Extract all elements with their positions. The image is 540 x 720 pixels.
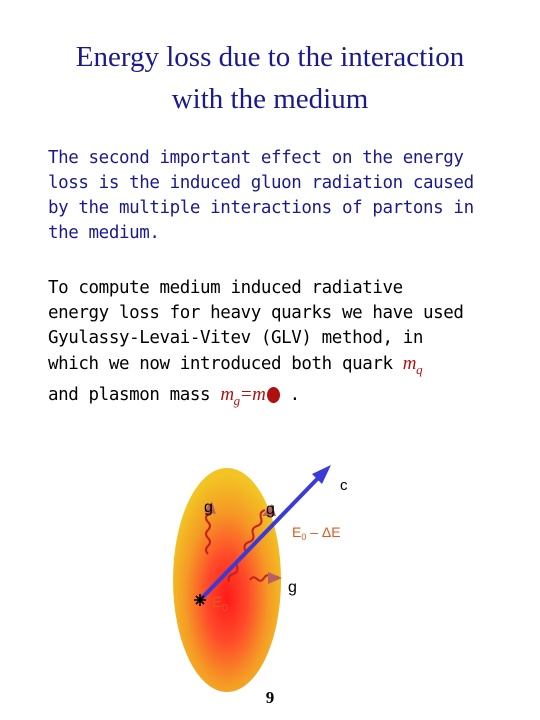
plasmon-mass-subscript: g [233,393,240,408]
label-gluon-left: g [204,499,213,516]
paragraph2-line-5-text: and plasmon mass [48,385,221,405]
page-number: 9 [265,688,275,707]
paragraph1-line-4: the medium. [48,223,160,243]
paragraph1-line-2: loss is the induced gluon radiation caused [48,173,474,193]
title-line-1: Energy loss due to the interaction [75,41,465,73]
label-gluon-top: g [266,501,275,518]
plasmon-mass-equals: =m [239,384,266,405]
paragraph2-line-5-end: . [279,385,300,405]
paragraph2-line-4-text: which we now introduced both quark [48,354,403,374]
label-initial-energy-sub: 0 [222,603,228,614]
label-loss-e: E [292,524,302,540]
paragraph1-line-1: The second important effect on the energy [48,148,464,168]
label-initial-energy-e: E [212,594,223,611]
label-energy-after-loss [292,524,341,542]
label-gluon-right: g [288,579,297,596]
label-loss-sub: 0 [301,532,307,542]
paragraph1-line-3: by the multiple interactions of partons in [48,198,474,218]
label-charm-quark: c [340,477,348,494]
plasmon-mass-m: m [220,384,234,405]
quark-mass-subscript: q [416,362,423,377]
quark-mass-m: m [402,353,417,374]
medium-blob [173,468,281,692]
paragraph2-line-1: To compute medium induced radiative [48,278,403,298]
title-line-2: with the medium [171,83,369,115]
paragraph2-line-3: Gyulassy-Levai-Vitev (GLV) method, in [48,328,424,348]
label-loss-rest: – ΔE [306,524,341,540]
paragraph2-line-2: energy loss for heavy quarks we have used [48,303,464,323]
